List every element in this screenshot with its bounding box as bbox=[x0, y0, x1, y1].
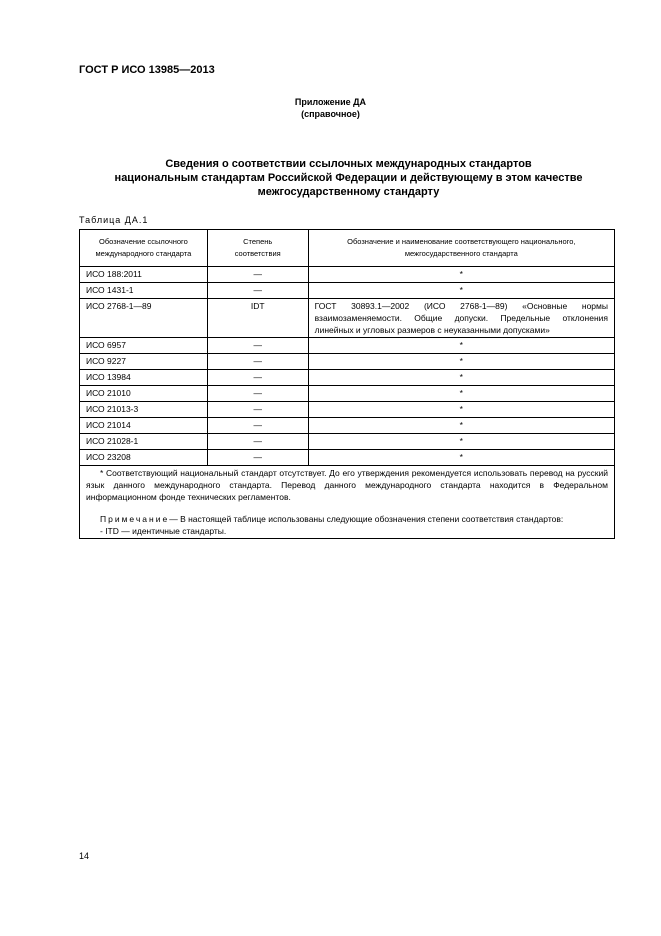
table-row bbox=[80, 267, 615, 283]
note-text: — В настоящей таблице использованы следующие обозначения степени соответствия стандартов: bbox=[169, 514, 564, 524]
note-item: - IТD — идентичные стандарты. bbox=[100, 526, 227, 536]
cell-national: * bbox=[308, 386, 614, 402]
cell-national: * bbox=[308, 434, 614, 450]
cell-degree: — bbox=[207, 283, 308, 299]
cell-degree: — bbox=[207, 434, 308, 450]
annex-title: Приложение ДА bbox=[294, 97, 367, 107]
cell-degree: — bbox=[207, 370, 308, 386]
section-title-line: межгосударственному стандарту bbox=[257, 186, 440, 198]
annex-subtitle: (справочное) bbox=[301, 109, 360, 119]
header-ref-standard: Обозначение ссылочного международного стандарта bbox=[80, 230, 208, 267]
cell-ref: ИСО 21013-3 bbox=[80, 402, 208, 418]
cell-national: * bbox=[308, 418, 614, 434]
cell-national: * bbox=[308, 338, 614, 354]
header-national-standard: Обозначение и наименование соответствующего национального, межгосударственного стандарта bbox=[308, 230, 614, 267]
section-title-line: Сведения о соответствии ссылочных международных стандартов bbox=[165, 158, 532, 170]
cell-ref: ИСО 21010 bbox=[80, 386, 208, 402]
cell-national: * bbox=[308, 267, 614, 283]
note bbox=[86, 513, 608, 525]
cell-degree: — bbox=[207, 450, 308, 466]
table-footer bbox=[80, 466, 615, 539]
document-code: ГОСТ Р ИСО 13985—2013 bbox=[79, 64, 215, 76]
cell-ref: ИСО 9227 bbox=[80, 354, 208, 370]
table-header-row bbox=[80, 230, 615, 267]
cell-national: * bbox=[308, 370, 614, 386]
footnote: * Соответствующий национальный стандарт отсутствует. До его утверждения рекомендуется использовать перевод на русский язык данного международного стандарта. Перевод данного международного стандарта находится в Федеральном информационном фонде технических регламентов. bbox=[86, 468, 608, 502]
cell-national: * bbox=[308, 450, 614, 466]
section-title bbox=[80, 157, 617, 199]
cell-ref: ИСО 23208 bbox=[80, 450, 208, 466]
cell-ref: ИСО 21028-1 bbox=[80, 434, 208, 450]
table-row bbox=[80, 402, 615, 418]
table-row bbox=[80, 386, 615, 402]
section-title-line: национальным стандартам Российской Федерации и действующему в этом качестве bbox=[114, 172, 583, 184]
cell-national: * bbox=[308, 354, 614, 370]
table-footer-row bbox=[80, 466, 615, 539]
cell-ref: ИСО 1431-1 bbox=[80, 283, 208, 299]
cell-ref: ИСО 188:2011 bbox=[80, 267, 208, 283]
cell-ref: ИСО 13984 bbox=[80, 370, 208, 386]
cell-ref: ИСО 6957 bbox=[80, 338, 208, 354]
table-row bbox=[80, 354, 615, 370]
cell-degree: — bbox=[207, 354, 308, 370]
cell-degree: — bbox=[207, 402, 308, 418]
cell-national: * bbox=[308, 402, 614, 418]
table-row bbox=[80, 299, 615, 338]
cell-national: ГОСТ 30893.1—2002 (ИСО 2768-1—89) «Основные нормы взаимозаменяемости. Общие допуски. Предельные отклонения линейных и угловых размеров с неуказанными допусками» bbox=[308, 299, 614, 338]
cell-degree: — bbox=[207, 386, 308, 402]
page-number: 14 bbox=[79, 851, 90, 861]
annex-heading bbox=[0, 96, 661, 120]
cell-degree: — bbox=[207, 267, 308, 283]
cell-degree: IDT bbox=[207, 299, 308, 338]
table-row bbox=[80, 450, 615, 466]
cell-degree: — bbox=[207, 418, 308, 434]
cell-degree: — bbox=[207, 338, 308, 354]
cell-ref: ИСО 21014 bbox=[80, 418, 208, 434]
table-row bbox=[80, 283, 615, 299]
header-degree: Степень соответствия bbox=[207, 230, 308, 267]
standards-table bbox=[79, 229, 615, 539]
cell-ref: ИСО 2768-1—89 bbox=[80, 299, 208, 338]
table-row bbox=[80, 370, 615, 386]
table-row bbox=[80, 434, 615, 450]
cell-national: * bbox=[308, 283, 614, 299]
note-label: Примечание bbox=[100, 514, 170, 524]
table-row bbox=[80, 338, 615, 354]
table-row bbox=[80, 418, 615, 434]
table-label: Таблица ДА.1 bbox=[79, 215, 149, 225]
